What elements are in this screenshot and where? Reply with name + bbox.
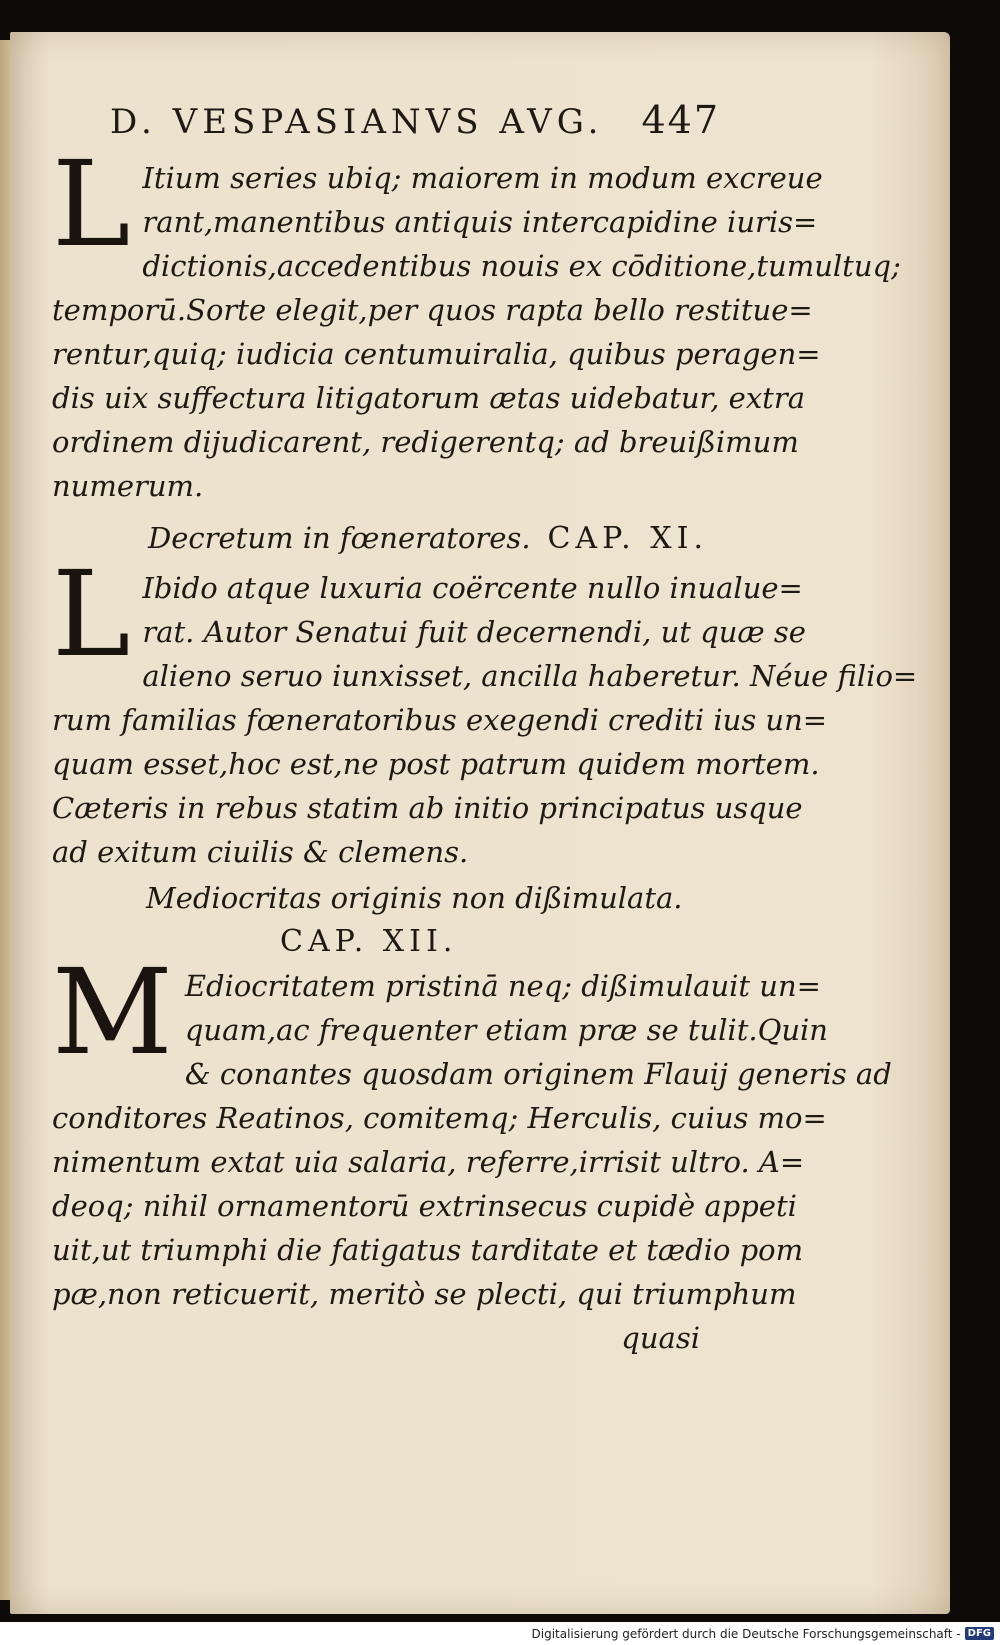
text-line: rat. Autor Senatui fuit decernendi, ut quæ se bbox=[142, 615, 806, 649]
text-line: ad exitum ciuilis & clemens. bbox=[52, 835, 469, 869]
paragraph-3 bbox=[52, 943, 892, 1316]
chapter-number: CAP. XI. bbox=[547, 521, 708, 556]
drop-initial: L bbox=[52, 545, 131, 683]
text-line: rentur,quiq; iudicia centumuiralia, quibus peragen= bbox=[52, 337, 821, 371]
page-text bbox=[52, 98, 918, 1360]
drop-initial: M bbox=[52, 943, 173, 1081]
text-line: quam esset,hoc est,ne post patrum quidem mortem. bbox=[52, 747, 820, 781]
running-head-title: D. VESPASIANVS AVG. bbox=[110, 102, 604, 142]
digitization-footer bbox=[0, 1622, 1000, 1645]
chapter-title-12: Mediocritas originis non dißimulata. bbox=[146, 881, 683, 915]
text-line: Itium series ubiq; maiorem in modum excreue bbox=[142, 161, 823, 195]
catchword: quasi bbox=[621, 1321, 700, 1355]
footer-credit: Digitalisierung gefördert durch die Deutsche Forschungsgemeinschaft - bbox=[531, 1626, 961, 1641]
text-line: uit,ut triumphi die fatigatus tarditate et tædio pom bbox=[52, 1233, 804, 1267]
text-line: rant,manentibus antiquis intercapidine iuris= bbox=[142, 205, 818, 239]
paragraph-2 bbox=[52, 545, 918, 874]
text-line: & conantes quosdam originem Flauij generis ad bbox=[184, 1057, 892, 1091]
text-line: deoq; nihil ornamentorū extrinsecus cupidè appeti bbox=[52, 1189, 797, 1223]
chapter-number-12: CAP. XII. bbox=[280, 924, 458, 959]
dfg-logo: DFG bbox=[965, 1627, 994, 1640]
text-line: nimentum extat uia salaria, referre,irrisit ultro. A= bbox=[52, 1145, 805, 1179]
text-line: ordinem dijudicarent, redigerentq; ad breuißimum bbox=[52, 425, 799, 459]
drop-initial: L bbox=[52, 135, 131, 273]
text-line: temporū.Sorte elegit,per quos rapta bello restitue= bbox=[52, 293, 813, 327]
paragraph-1 bbox=[52, 135, 901, 508]
running-head bbox=[110, 98, 720, 156]
text-line: rum familias fœneratoribus exegendi crediti ius un= bbox=[52, 703, 828, 737]
text-line: numerum. bbox=[52, 469, 204, 503]
text-line: dis uix suffectura litigatorum ætas uidebatur, extra bbox=[52, 381, 805, 415]
text-line: Cæteris in rebus statim ab initio principatus usque bbox=[52, 791, 803, 825]
chapter-heading-11 bbox=[52, 516, 708, 562]
text-line: Ediocritatem pristinā neq; dißimulauit un= bbox=[184, 969, 821, 1003]
text-line: conditores Reatinos, comitemq; Herculis, cuius mo= bbox=[52, 1101, 827, 1135]
text-line: quam,ac frequenter etiam præ se tulit.Quin bbox=[184, 1013, 828, 1047]
text-line: Ibido atque luxuria coërcente nullo inualue= bbox=[142, 571, 803, 605]
chapter-title: Decretum in fœneratores. bbox=[148, 521, 531, 555]
page-number: 447 bbox=[641, 98, 720, 142]
text-line: dictionis,accedentibus nouis ex cōditione,tumultuq; bbox=[142, 249, 901, 283]
text-line: pæ,non reticuerit, meritò se plecti, qui triumphum bbox=[52, 1277, 797, 1311]
text-line: alieno seruo iunxisset, ancilla haberetur. Néue filio= bbox=[142, 659, 918, 693]
